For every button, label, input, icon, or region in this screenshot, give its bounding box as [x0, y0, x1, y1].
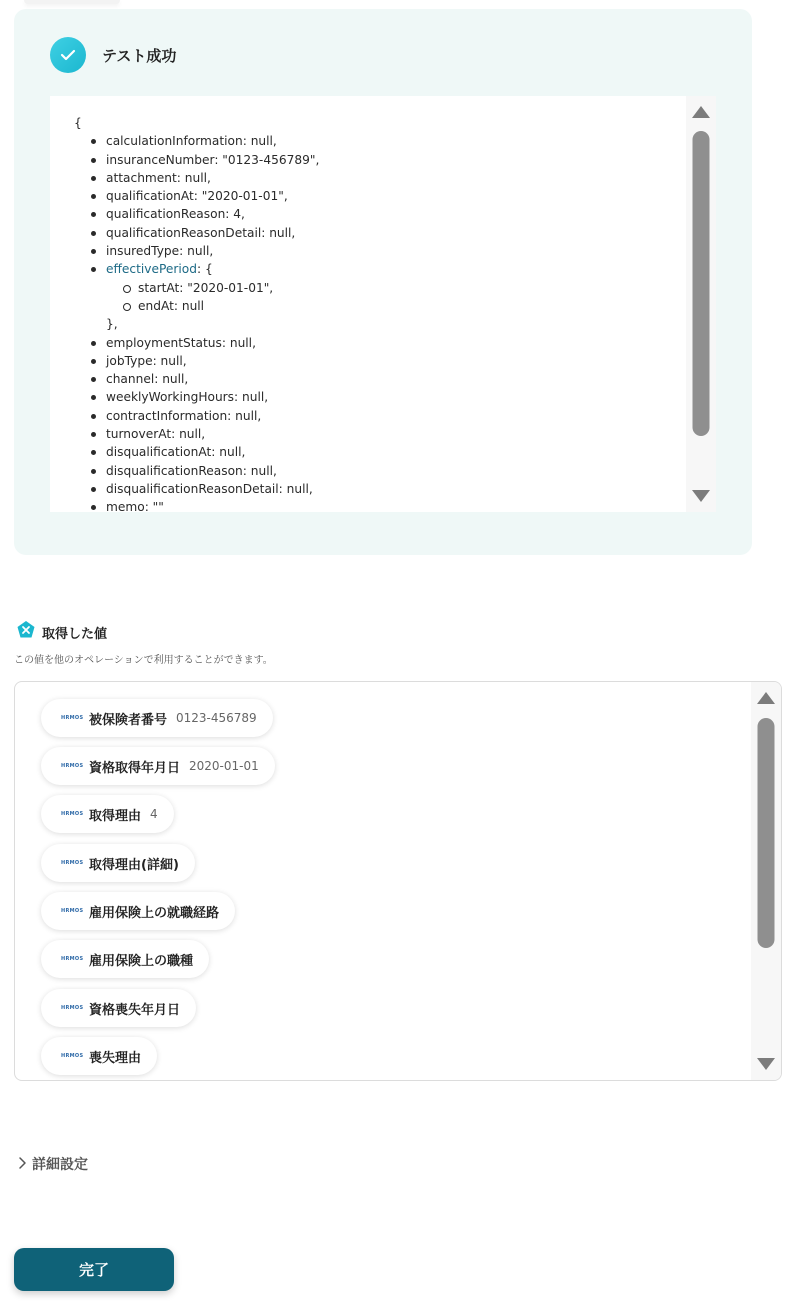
value-chip[interactable]: [41, 989, 196, 1027]
json-field: contractInformation: null,: [74, 407, 319, 425]
json-field: disqualificationReasonDetail: null,: [74, 480, 319, 498]
hrmos-logo: HRMOS: [61, 1005, 84, 1011]
test-result-header: [50, 37, 176, 73]
json-field: employmentStatus: null,: [74, 334, 319, 352]
value-chip[interactable]: [41, 747, 275, 785]
json-field: qualificationReasonDetail: null,: [74, 224, 319, 242]
details-settings-label: 詳細設定: [32, 1157, 88, 1173]
effective-period-close: },: [106, 317, 118, 332]
variable-icon: [16, 620, 36, 644]
hrmos-logo: HRMOS: [61, 1053, 84, 1059]
scrollbar-thumb[interactable]: [758, 718, 775, 948]
value-chip[interactable]: [41, 1037, 157, 1075]
value-chip-label: 喪失理由: [89, 1050, 142, 1066]
value-chip-label: 雇用保険上の職種: [89, 953, 194, 969]
json-subfield: endAt: null: [106, 297, 319, 315]
effective-period-key[interactable]: effectivePeriod: [106, 262, 197, 277]
values-scrollbar[interactable]: [751, 682, 781, 1080]
value-chip-value: 4: [150, 807, 158, 821]
hrmos-logo: HRMOS: [61, 956, 84, 962]
value-chip-value: 0123-456789: [176, 711, 257, 725]
value-chip[interactable]: [41, 795, 174, 833]
json-field: attachment: null,: [74, 169, 319, 187]
value-chip-label: 被保険者番号: [89, 712, 168, 728]
value-chip[interactable]: [41, 699, 273, 737]
json-open-brace: {: [74, 116, 82, 130]
acquired-values-list[interactable]: [14, 681, 782, 1081]
previous-panel-edge: [24, 0, 120, 4]
json-field: disqualificationReason: null,: [74, 462, 319, 480]
value-chip-label: 資格喪失年月日: [89, 1002, 181, 1018]
json-field: insuredType: null,: [74, 242, 319, 260]
acquired-values-title: 取得した値: [42, 626, 108, 642]
hrmos-logo: HRMOS: [61, 715, 84, 721]
json-scrollbar[interactable]: [686, 96, 716, 512]
chevron-right-icon: [16, 1155, 28, 1174]
json-field: weeklyWorkingHours: null,: [74, 388, 319, 406]
json-field: calculationInformation: null,: [74, 132, 319, 150]
scroll-down-arrow-icon[interactable]: [757, 1058, 775, 1070]
json-field: qualificationReason: 4,: [74, 205, 319, 223]
scroll-down-arrow-icon[interactable]: [692, 490, 710, 502]
hrmos-logo: HRMOS: [61, 860, 84, 866]
json-subfield: startAt: "2020-01-01",: [106, 279, 319, 297]
value-chip-value: 2020-01-01: [189, 759, 259, 773]
details-settings-toggle[interactable]: [16, 1154, 88, 1174]
done-button[interactable]: 完了: [14, 1248, 174, 1291]
value-chip-label: 取得理由(詳細): [89, 857, 179, 873]
value-chip-label: 雇用保険上の就職経路: [89, 905, 220, 921]
json-field-effective-period: [74, 260, 319, 333]
effective-period-open: : {: [196, 262, 213, 277]
test-result-card: [14, 9, 752, 555]
value-chip-label: 取得理由: [89, 808, 142, 824]
json-field: channel: null,: [74, 370, 319, 388]
acquired-values-header: [16, 620, 107, 644]
hrmos-logo: HRMOS: [61, 908, 84, 914]
effective-period-children: [106, 279, 319, 316]
json-field: insuranceNumber: "0123-456789",: [74, 151, 319, 169]
value-chip-label: 資格取得年月日: [89, 760, 181, 776]
json-field: jobType: null,: [74, 352, 319, 370]
json-field: turnoverAt: null,: [74, 425, 319, 443]
json-field: memo: "": [74, 498, 319, 512]
check-icon: [50, 37, 86, 73]
json-field: qualificationAt: "2020-01-01",: [74, 187, 319, 205]
scroll-up-arrow-icon[interactable]: [692, 106, 710, 118]
hrmos-logo: HRMOS: [61, 811, 84, 817]
json-field-list: [74, 132, 319, 512]
value-chip[interactable]: [41, 892, 235, 930]
json-output-panel[interactable]: [50, 96, 716, 512]
value-chip[interactable]: [41, 940, 209, 978]
value-chip[interactable]: [41, 844, 195, 882]
scroll-up-arrow-icon[interactable]: [757, 692, 775, 704]
hrmos-logo: HRMOS: [61, 763, 84, 769]
acquired-values-description: この値を他のオペレーションで利用することができます。: [14, 655, 273, 666]
test-result-title: テスト成功: [102, 46, 177, 65]
scrollbar-thumb[interactable]: [693, 131, 710, 436]
json-output: [74, 114, 319, 512]
json-field: disqualificationAt: null,: [74, 443, 319, 461]
